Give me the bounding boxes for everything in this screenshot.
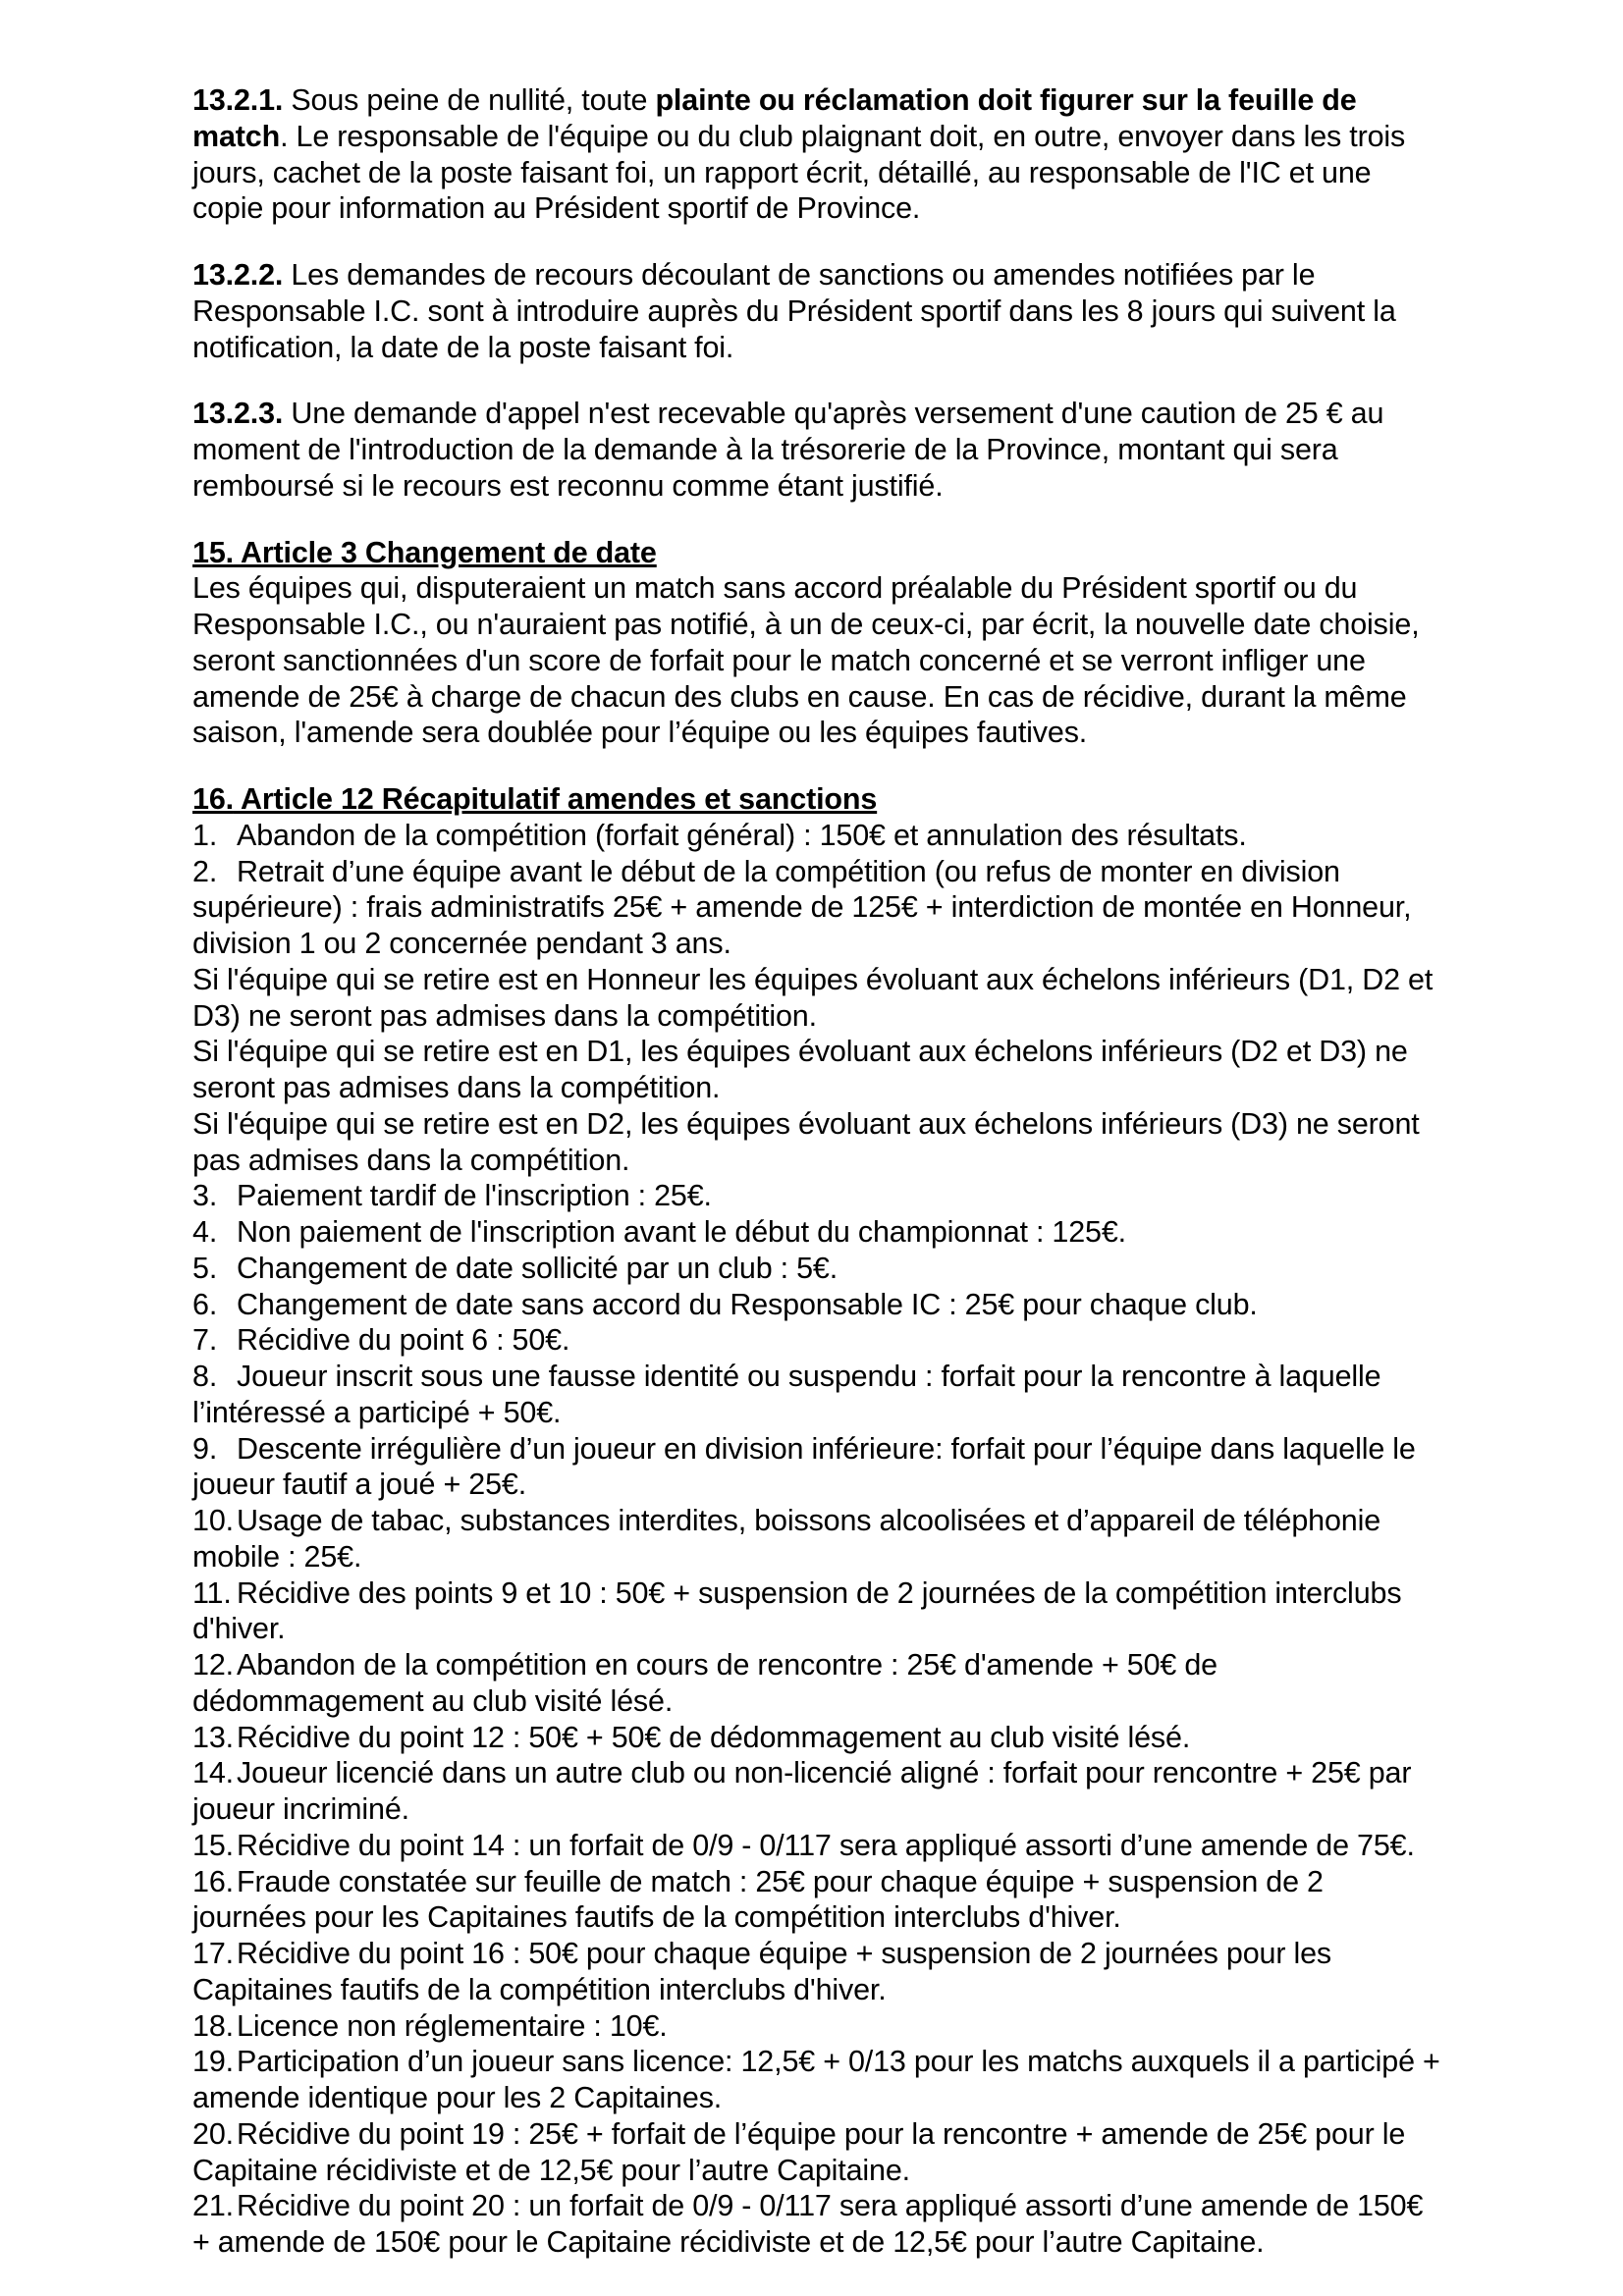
sanction-item-text: Changement de date sans accord du Responsable IC : 25€ pour chaque club. (237, 1287, 1258, 1321)
sanction-item-number: 13. (192, 1720, 234, 1754)
clause-13-2-3 (192, 396, 1444, 504)
sanction-item-text: Licence non réglementaire : 10€. (237, 2008, 668, 2043)
section-article-3-body: Les équipes qui, disputeraient un match sans accord préalable du Président sportif ou du Responsable I.C., ou n'auraient pas notifié, à un de ceux-ci, par écrit, la nouvelle date choisie, seront sanctionnées d'un score de forfait pour le match concerné et se verront infliger une amende de 25€ à charge de chacun des clubs en cause. En cas de récidive, durant la même saison, l'amende sera doublée pour l’équipe ou les équipes fautives. (192, 571, 1420, 750)
sanction-item-text: Récidive du point 12 : 50€ + 50€ de dédommagement au club visité lésé. (237, 1720, 1191, 1754)
sanction-item-number: 8. (192, 1360, 218, 1393)
clause-number-suffix: . (274, 258, 292, 292)
sanction-item (192, 1322, 1444, 1359)
sanction-item (192, 1575, 1444, 1648)
sanction-item-text: Joueur licencié dans un autre club ou non-licencié aligné : forfait pour rencontre + 25€ par joueur incriminé. (192, 1756, 1412, 1826)
sanction-item-text: Abandon de la compétition en cours de rencontre : 25€ d'amende + 50€ de dédommagement au club visité lésé. (192, 1648, 1217, 1718)
sanction-item-number: 5. (192, 1251, 218, 1285)
sanction-item (192, 1828, 1444, 1864)
clause-number: 13.2.3 (192, 397, 275, 431)
sanctions-list (192, 818, 1444, 2261)
clause-body-text: Une demande d'appel n'est recevable qu'après versement d'une caution de 25 € au moment de l'introduction de la demande à la trésorerie de la Province, montant qui sera remboursé si le recours est reconnu comme étant justifié. (192, 397, 1384, 503)
sanction-item-number: 1. (192, 818, 218, 852)
sanction-continuation-line (192, 962, 1444, 1035)
sanction-item-text: Joueur inscrit sous une fausse identité ou suspendu : forfait pour la rencontre à laquelle l’intéressé a participé + 50€. (192, 1360, 1381, 1429)
sanction-item (192, 1251, 1444, 1287)
section-heading-text (192, 781, 1444, 818)
sanction-item (192, 1287, 1444, 1323)
sanction-item-number: 10. (192, 1504, 234, 1537)
sanction-item-text: Si l'équipe qui se retire est en D1, les équipes évoluant aux échelons inférieurs (D2 et D3) ne seront pas admises dans la compétition. (192, 1035, 1408, 1104)
section-heading-number: 16. (192, 782, 234, 816)
sanction-item-text: Récidive du point 20 : un forfait de 0/9 - 0/117 sera appliqué assorti d’une amende de 150€ + amende de 150€ pour le Capitaine récidiviste et de 12,5€ pour l’autre Capitaine. (192, 2189, 1424, 2259)
sanction-item (192, 1359, 1444, 1431)
sanction-item (192, 1214, 1444, 1251)
sanction-item-number: 19. (192, 2045, 234, 2079)
sanction-item-number: 4. (192, 1215, 218, 1249)
sanction-item (192, 2008, 1444, 2045)
clause-13-2-2 (192, 257, 1444, 365)
section-heading-number: 15. (192, 535, 234, 569)
sanction-item-text: Usage de tabac, substances interdites, boissons alcoolisées et d’appareil de téléphonie mobile : 25€. (192, 1504, 1381, 1574)
section-heading-title: Article 3 Changement de date (233, 535, 657, 569)
sanction-item-text: Paiement tardif de l'inscription : 25€. (237, 1179, 712, 1213)
sanction-item-number: 16. (192, 1864, 234, 1898)
sanction-item (192, 1503, 1444, 1575)
sanction-item-text: Si l'équipe qui se retire est en Honneur les équipes évoluant aux échelons inférieurs (D1, D2 et D3) ne seront pas admises dans la compétition. (192, 962, 1434, 1033)
sanction-item-number: 6. (192, 1287, 218, 1321)
sanction-item-number: 15. (192, 1828, 234, 1862)
section-heading-article-12 (192, 781, 1444, 818)
sanction-item-text: Si l'équipe qui se retire est en D2, les équipes évoluant aux échelons inférieurs (D3) ne seront pas admises dans la compétition. (192, 1106, 1420, 1177)
sanction-item (192, 1936, 1444, 2008)
section-heading-article-3 (192, 535, 1444, 571)
sanction-item-text: Récidive du point 6 : 50€. (237, 1323, 570, 1358)
sanction-item (192, 1178, 1444, 1214)
paragraph-spacer (192, 365, 1444, 396)
clause-number-suffix: . (274, 83, 292, 117)
sanction-item-text: Retrait d’une équipe avant le début de la compétition (ou refus de monter en division supérieure) : frais administratifs 25€ + amende de 125€ + interdiction de montée en Honneur, division 1 ou 2 concernée pendant 3 ans. (192, 854, 1412, 960)
sanction-item-number: 20. (192, 2116, 234, 2151)
paragraph-spacer (192, 751, 1444, 781)
sanction-item-number: 21. (192, 2189, 234, 2223)
sanction-item-text: Non paiement de l'inscription avant le début du championnat : 125€. (237, 1215, 1126, 1249)
sanction-item (192, 854, 1444, 962)
sanction-item-number: 11. (192, 1575, 232, 1610)
clause-number: 13.2.2 (192, 258, 275, 292)
clause-emphasis-text: plainte ou réclamation doit figurer sur la feuille de match (192, 83, 1357, 153)
sanction-item (192, 1720, 1444, 1756)
sanction-item-text: Récidive du point 19 : 25€ + forfait de l’équipe pour la rencontre + amende de 25€ pour le Capitaine récidiviste et de 12,5€ pour l’autre Capitaine. (192, 2116, 1406, 2187)
sanction-continuation-line (192, 1034, 1444, 1106)
sanction-item-number: 2. (192, 854, 218, 888)
sanction-item-number: 3. (192, 1179, 218, 1213)
sanction-item-text: Récidive des points 9 et 10 : 50€ + suspension de 2 journées de la compétition interclubs d'hiver. (192, 1575, 1402, 1646)
section-heading-text (192, 535, 1444, 571)
document-body (192, 82, 1444, 2261)
sanction-item-number: 18. (192, 2008, 234, 2043)
clause-13-2-1 (192, 82, 1444, 227)
sanction-continuation-line (192, 1106, 1444, 1179)
sanction-item (192, 1755, 1444, 1828)
paragraph-spacer (192, 227, 1444, 257)
clause-number-suffix: . (274, 397, 292, 431)
sanction-item (192, 2188, 1444, 2261)
sanction-item-number: 9. (192, 1431, 218, 1466)
clause-body-text: . Le responsable de l'équipe ou du club plaignant doit, en outre, envoyer dans les trois jours, cachet de la poste faisant foi, un rapport écrit, détaillé, au responsable de l'IC et une copie pour information au Président sportif de Province. (192, 119, 1406, 226)
sanction-item-text: Changement de date sollicité par un club : 5€. (237, 1251, 839, 1285)
sanction-item-number: 7. (192, 1323, 218, 1358)
sanction-item (192, 2044, 1444, 2116)
sanction-item-number: 12. (192, 1648, 234, 1682)
sanction-item (192, 1647, 1444, 1720)
sanction-item-number: 14. (192, 1756, 234, 1790)
paragraph-spacer (192, 505, 1444, 535)
section-heading-title: Article 12 Récapitulatif amendes et sanctions (233, 782, 878, 816)
clause-body-text: Les demandes de recours découlant de sanctions ou amendes notifiées par le Responsable I.C. sont à introduire auprès du Président sportif dans les 8 jours qui suivent la notification, la date de la poste faisant foi. (192, 258, 1396, 364)
sanction-item-text: Récidive du point 14 : un forfait de 0/9 - 0/117 sera appliqué assorti d’une amende de 75€. (237, 1828, 1415, 1862)
sanction-item (192, 1431, 1444, 1504)
sanction-item (192, 818, 1444, 854)
clause-lead-text: Sous peine de nullité, toute (291, 83, 656, 117)
sanction-item-text: Participation d’un joueur sans licence: 12,5€ + 0/13 pour les matchs auxquels il a participé + amende identique pour les 2 Capitaines. (192, 2045, 1440, 2114)
sanction-item-text: Fraude constatée sur feuille de match : 25€ pour chaque équipe + suspension de 2 journées pour les Capitaines fautifs de la compétition interclubs d'hiver. (192, 1864, 1324, 1935)
sanction-item-number: 17. (192, 1937, 234, 1970)
clause-number: 13.2.1 (192, 83, 275, 117)
sanction-item-text: Abandon de la compétition (forfait général) : 150€ et annulation des résultats. (237, 818, 1247, 852)
sanction-item (192, 2116, 1444, 2189)
sanction-item-text: Descente irrégulière d’un joueur en division inférieure: forfait pour l’équipe dans laquelle le joueur fautif a joué + 25€. (192, 1431, 1416, 1502)
sanction-item-text: Récidive du point 16 : 50€ pour chaque équipe + suspension de 2 journées pour les Capitaines fautifs de la compétition interclubs d'hiver. (192, 1937, 1332, 2006)
sanction-item (192, 1864, 1444, 1937)
